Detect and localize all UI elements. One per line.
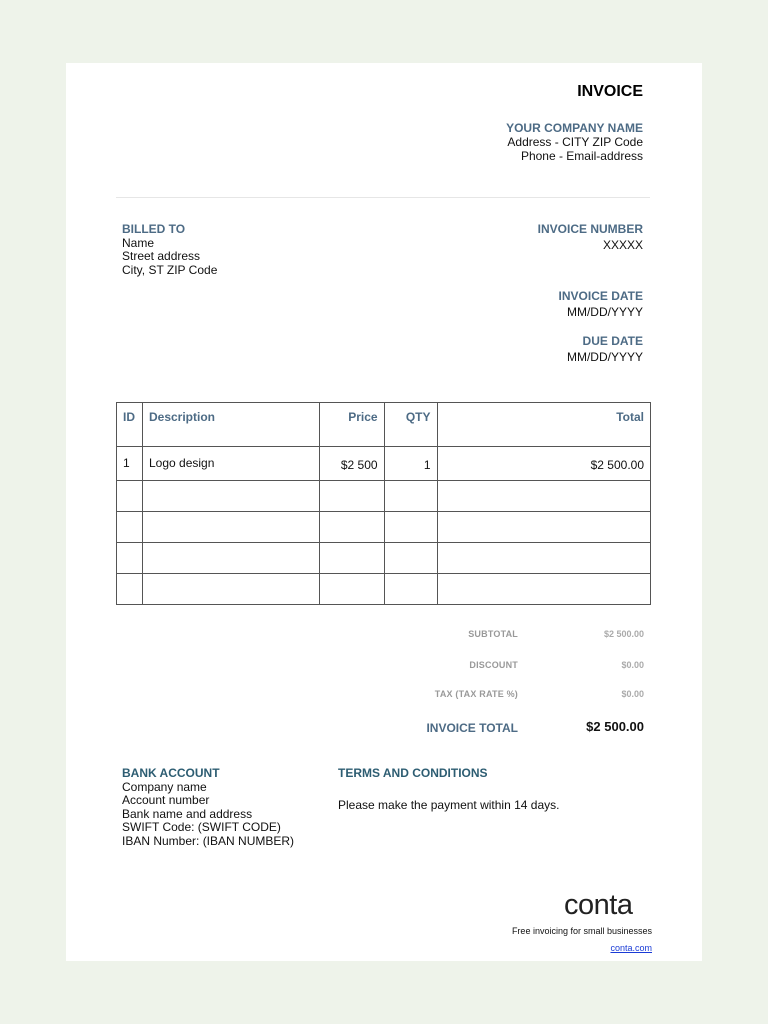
table-row-empty [117,481,651,512]
tax-label: TAX (TAX RATE %) [434,689,518,699]
terms-text: Please make the payment within 14 days. [338,798,560,812]
due-date-label: DUE DATE [582,334,643,348]
company-address: Address - CITY ZIP Code [507,135,643,149]
col-header-price: Price [319,403,384,447]
table-row-empty [117,574,651,605]
invoice-date-label: INVOICE DATE [558,289,643,303]
bank-iban: IBAN Number: (IBAN NUMBER) [122,834,295,848]
cell-total: $2 500.00 [437,447,650,481]
conta-logo-text: conta [564,890,633,920]
tax-value: $0.00 [621,689,644,699]
col-header-description: Description [142,403,319,447]
col-header-id: ID [117,403,143,447]
invoice-total-label: INVOICE TOTAL [426,721,518,735]
due-date: MM/DD/YYYY [566,350,643,364]
col-header-qty: QTY [384,403,437,447]
billed-to-street: Street address [122,249,201,263]
billed-to-city: City, ST ZIP Code [122,263,218,277]
footer-tagline: Free invoicing for small businesses [511,926,652,936]
invoice-title: INVOICE [577,83,643,100]
bank-company: Company name [122,780,207,794]
invoice-number-label: INVOICE NUMBER [537,222,643,236]
terms-label: TERMS AND CONDITIONS [338,766,488,780]
conta-link[interactable]: conta.com [610,943,652,953]
discount-label: DISCOUNT [469,660,518,670]
bank-swift: SWIFT Code: (SWIFT CODE) [122,820,281,834]
subtotal-value: $2 500.00 [603,629,644,639]
discount-value: $0.00 [621,660,644,670]
table-row-empty [117,543,651,574]
cell-id: 1 [117,447,143,481]
cell-price: $2 500 [319,447,384,481]
invoice-total-value: $2 500.00 [586,719,644,734]
conta-logo [564,890,650,920]
conta-logo-icon [564,890,650,920]
invoice-page [66,63,702,961]
billed-to-name: Name [122,236,155,250]
table-header-row [117,403,651,447]
footer-link-wrap [610,938,652,956]
bank-name: Bank name and address [122,807,253,821]
company-contact: Phone - Email-address [520,149,643,163]
invoice-date: MM/DD/YYYY [566,305,643,319]
bank-account-label: BANK ACCOUNT [122,766,220,780]
cell-description: Logo design [142,447,319,481]
cell-qty: 1 [384,447,437,481]
invoice-number: XXXXX [602,238,643,252]
table-row-empty [117,512,651,543]
company-name: YOUR COMPANY NAME [506,121,643,135]
col-header-total: Total [437,403,650,447]
header-divider [116,197,650,198]
items-table [116,402,651,605]
bank-account-number: Account number [122,793,210,807]
billed-to-label: BILLED TO [122,222,186,236]
table-row [117,447,651,481]
subtotal-label: SUBTOTAL [468,629,518,639]
